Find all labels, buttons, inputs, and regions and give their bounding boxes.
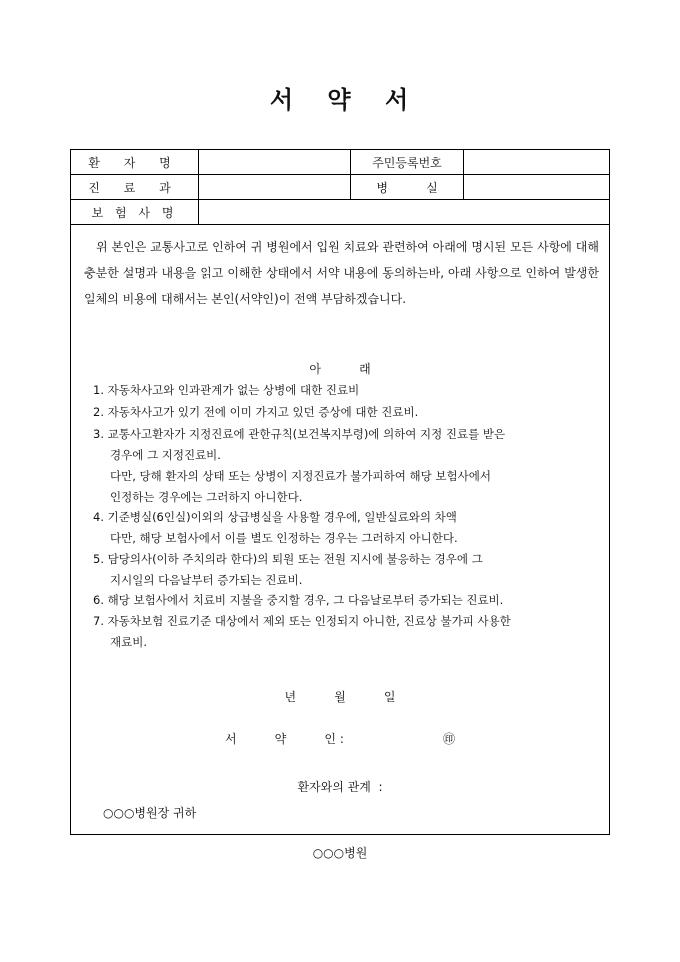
patient-name-label: 환 자 명	[71, 150, 199, 175]
list-item: 4. 기준병실(6인실)이외의 상급병실을 사용할 경우에, 일반실료와의 차액	[93, 510, 457, 524]
patient-name-field[interactable]	[199, 150, 351, 175]
document-title: 서 약 서	[269, 86, 411, 114]
hospital-footer: ○○○병원	[312, 846, 368, 860]
list-item-continuation: 재료비.	[110, 635, 147, 649]
department-label: 진 료 과	[71, 175, 199, 200]
list-item: 7. 자동차보험 진료기준 대상에서 제외 또는 인정되지 아니한, 진료상 불가피 사용한	[93, 614, 511, 628]
list-item-continuation: 지시일의 다음날부터 증가되는 진료비.	[110, 573, 303, 587]
resident-number-label: 주민등록번호	[351, 150, 464, 175]
list-item: 1. 자동차사고와 인과관계가 없는 상병에 대한 진료비	[93, 383, 360, 397]
consent-paragraph: 위 본인은 교통사고로 인하여 귀 병원에서 입원 치료와 관련하여 아래에 명시된 모든 사항에 대해 충분한 설명과 내용을 읽고 이해한 상태에서 서약 내용에 동의하는바, 아래 사항으로 인하여 발생한 일체의 비용에 대해서는 본인(서약인)이 전액 부담하겠습니다.	[84, 240, 599, 306]
section-heading: 아 래	[309, 362, 371, 376]
ward-field[interactable]	[464, 175, 610, 200]
addressee: ○○○병원장 귀하	[103, 806, 197, 820]
list-item-continuation: 다만, 당해 환자의 상태 또는 상병이 지정진료가 불가피하여 해당 보험사에서	[110, 469, 491, 483]
relation-line: 환자와의 관계 :	[297, 780, 383, 794]
insurer-field[interactable]	[199, 200, 610, 225]
insurer-label: 보 험 사 명	[71, 200, 199, 225]
list-item: 2. 자동차사고가 있기 전에 이미 가지고 있던 증상에 대한 진료비.	[93, 405, 419, 419]
department-field[interactable]	[199, 175, 351, 200]
list-item-continuation: 다만, 해당 보험사에서 이를 별도 인정하는 경우는 그러하지 아니한다.	[110, 531, 458, 545]
signer-line: 서 약 인 : ㊞	[224, 732, 456, 746]
ward-label: 병 실	[351, 175, 464, 200]
list-item: 3. 교통사고환자가 지정진료에 관한규칙(보건복지부령)에 의하여 지정 진료를 받은	[93, 427, 506, 441]
list-item-continuation: 경우에 그 지정진료비.	[110, 448, 221, 462]
list-item-continuation: 인정하는 경우에는 그러하지 아니한다.	[110, 490, 303, 504]
list-item: 6. 해당 보험사에서 치료비 지불을 중지할 경우, 그 다음날로부터 증가되는 진료비.	[93, 593, 504, 607]
list-item: 5. 담당의사(이하 주치의라 한다)의 퇴원 또는 전원 지시에 불응하는 경우에 그	[93, 552, 483, 566]
date-line: 년 월 일	[284, 690, 396, 704]
resident-number-field[interactable]	[464, 150, 610, 175]
patient-info-table	[70, 149, 610, 225]
